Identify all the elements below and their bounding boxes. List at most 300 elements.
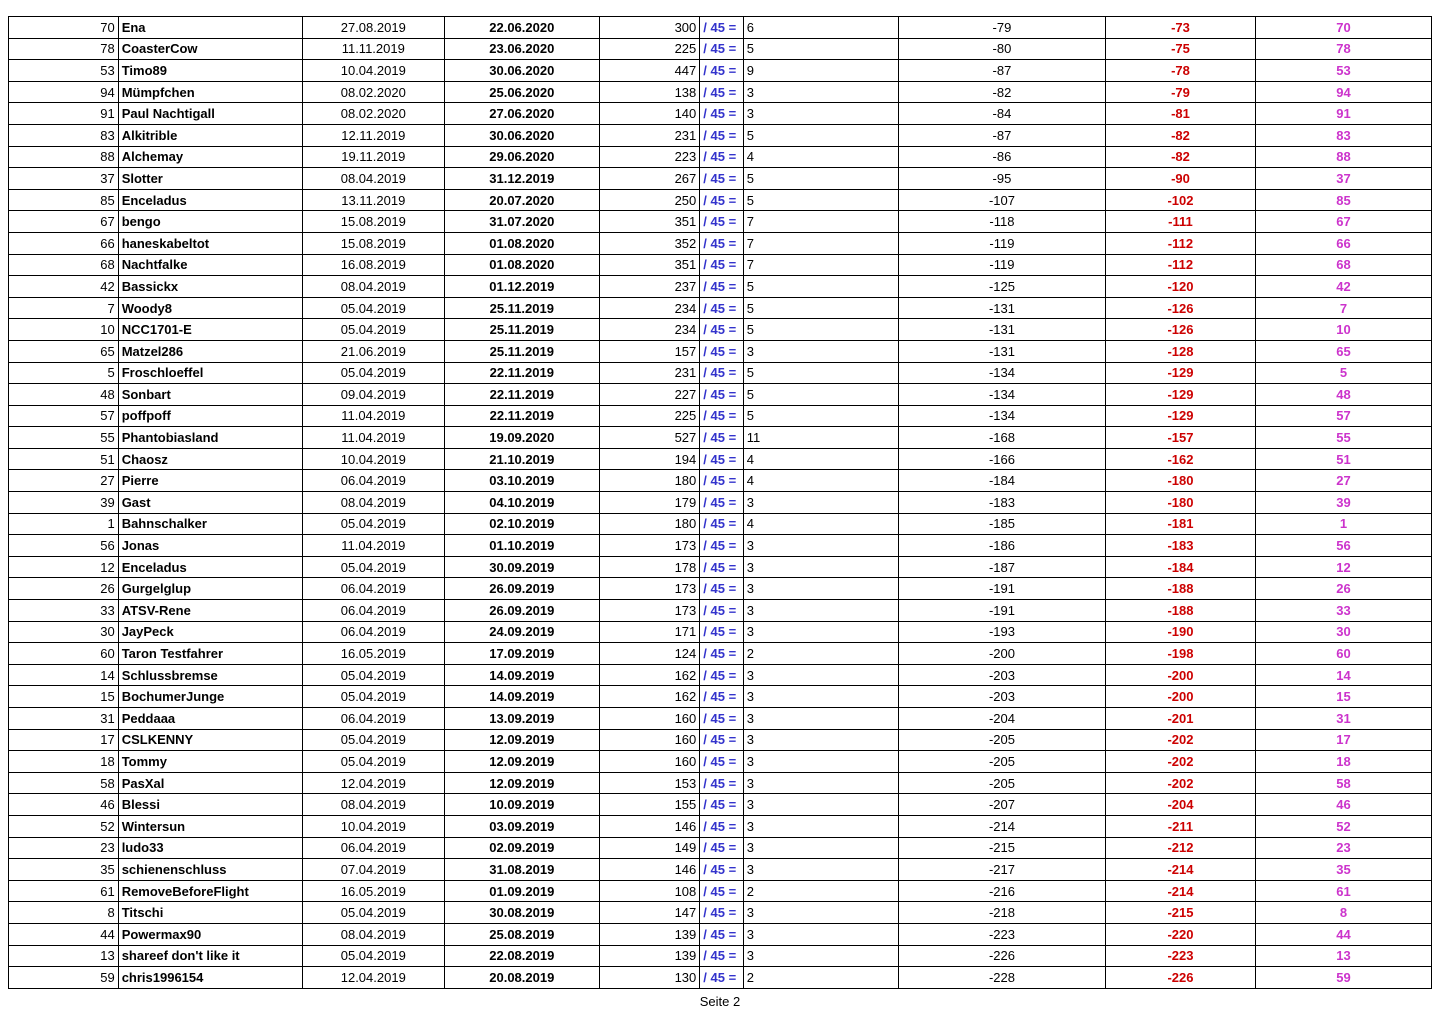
row-rank-repeat: 53 xyxy=(1255,60,1431,82)
row-name: Alchemay xyxy=(118,146,302,168)
row-points: 351 xyxy=(599,211,699,233)
row-start-date: 12.11.2019 xyxy=(302,124,444,146)
row-divisor: / 45 = xyxy=(700,405,743,427)
row-name: Enceladus xyxy=(118,189,302,211)
ranking-table-body xyxy=(9,17,1432,989)
row-start-date: 08.04.2019 xyxy=(302,923,444,945)
row-rank: 91 xyxy=(9,103,119,125)
row-value-two: -129 xyxy=(1105,362,1255,384)
row-result: 3 xyxy=(743,81,898,103)
row-points: 250 xyxy=(599,189,699,211)
row-rank: 13 xyxy=(9,945,119,967)
row-rank-repeat: 44 xyxy=(1255,923,1431,945)
row-rank-repeat: 58 xyxy=(1255,772,1431,794)
row-divisor: / 45 = xyxy=(700,643,743,665)
row-end-date: 25.08.2019 xyxy=(444,923,599,945)
row-end-date: 01.08.2020 xyxy=(444,254,599,276)
row-name: Wintersun xyxy=(118,815,302,837)
row-value-one: -134 xyxy=(898,362,1105,384)
row-rank-repeat: 37 xyxy=(1255,168,1431,190)
table-row xyxy=(9,17,1432,39)
row-value-two: -215 xyxy=(1105,902,1255,924)
row-rank: 30 xyxy=(9,621,119,643)
row-divisor: / 45 = xyxy=(700,232,743,254)
row-value-two: -78 xyxy=(1105,60,1255,82)
table-row xyxy=(9,837,1432,859)
row-value-one: -80 xyxy=(898,38,1105,60)
row-end-date: 14.09.2019 xyxy=(444,664,599,686)
row-result: 7 xyxy=(743,254,898,276)
table-row xyxy=(9,556,1432,578)
row-result: 3 xyxy=(743,621,898,643)
table-row xyxy=(9,297,1432,319)
row-rank-repeat: 60 xyxy=(1255,643,1431,665)
row-end-date: 27.06.2020 xyxy=(444,103,599,125)
table-row xyxy=(9,81,1432,103)
row-value-one: -215 xyxy=(898,837,1105,859)
row-value-one: -184 xyxy=(898,470,1105,492)
row-rank-repeat: 18 xyxy=(1255,751,1431,773)
row-points: 178 xyxy=(599,556,699,578)
row-start-date: 16.08.2019 xyxy=(302,254,444,276)
row-name: Ena xyxy=(118,17,302,39)
row-rank-repeat: 67 xyxy=(1255,211,1431,233)
row-start-date: 21.06.2019 xyxy=(302,340,444,362)
row-end-date: 13.09.2019 xyxy=(444,708,599,730)
row-end-date: 22.06.2020 xyxy=(444,17,599,39)
row-rank-repeat: 23 xyxy=(1255,837,1431,859)
row-end-date: 31.08.2019 xyxy=(444,859,599,881)
row-start-date: 16.05.2019 xyxy=(302,880,444,902)
table-row xyxy=(9,794,1432,816)
row-start-date: 06.04.2019 xyxy=(302,578,444,600)
row-value-one: -119 xyxy=(898,254,1105,276)
row-value-two: -201 xyxy=(1105,708,1255,730)
row-result: 3 xyxy=(743,815,898,837)
row-points: 160 xyxy=(599,708,699,730)
row-points: 234 xyxy=(599,297,699,319)
row-divisor: / 45 = xyxy=(700,902,743,924)
row-end-date: 25.11.2019 xyxy=(444,319,599,341)
row-result: 5 xyxy=(743,297,898,319)
row-divisor: / 45 = xyxy=(700,794,743,816)
row-rank-repeat: 15 xyxy=(1255,686,1431,708)
row-value-two: -81 xyxy=(1105,103,1255,125)
row-value-two: -180 xyxy=(1105,492,1255,514)
row-value-two: -73 xyxy=(1105,17,1255,39)
table-row xyxy=(9,146,1432,168)
row-start-date: 05.04.2019 xyxy=(302,729,444,751)
row-end-date: 30.06.2020 xyxy=(444,60,599,82)
row-value-two: -112 xyxy=(1105,254,1255,276)
row-start-date: 05.04.2019 xyxy=(302,686,444,708)
row-start-date: 10.04.2019 xyxy=(302,60,444,82)
ranking-table xyxy=(8,16,1432,989)
row-value-one: -203 xyxy=(898,686,1105,708)
row-rank: 14 xyxy=(9,664,119,686)
table-row xyxy=(9,211,1432,233)
row-divisor: / 45 = xyxy=(700,189,743,211)
row-value-two: -202 xyxy=(1105,772,1255,794)
row-points: 234 xyxy=(599,319,699,341)
row-result: 5 xyxy=(743,124,898,146)
row-name: Pierre xyxy=(118,470,302,492)
row-rank-repeat: 65 xyxy=(1255,340,1431,362)
table-row xyxy=(9,967,1432,989)
row-rank: 60 xyxy=(9,643,119,665)
row-end-date: 31.12.2019 xyxy=(444,168,599,190)
row-start-date: 06.04.2019 xyxy=(302,621,444,643)
table-row xyxy=(9,600,1432,622)
row-rank-repeat: 57 xyxy=(1255,405,1431,427)
row-result: 4 xyxy=(743,146,898,168)
row-value-two: -198 xyxy=(1105,643,1255,665)
row-result: 5 xyxy=(743,189,898,211)
row-value-one: -134 xyxy=(898,384,1105,406)
table-row xyxy=(9,38,1432,60)
row-value-two: -184 xyxy=(1105,556,1255,578)
row-value-two: -226 xyxy=(1105,967,1255,989)
row-name: bengo xyxy=(118,211,302,233)
table-row xyxy=(9,708,1432,730)
row-divisor: / 45 = xyxy=(700,276,743,298)
row-name: Paul Nachtigall xyxy=(118,103,302,125)
row-divisor: / 45 = xyxy=(700,319,743,341)
row-end-date: 19.09.2020 xyxy=(444,427,599,449)
row-rank: 46 xyxy=(9,794,119,816)
row-rank-repeat: 83 xyxy=(1255,124,1431,146)
row-rank: 53 xyxy=(9,60,119,82)
row-end-date: 04.10.2019 xyxy=(444,492,599,514)
row-name: Gast xyxy=(118,492,302,514)
row-rank-repeat: 61 xyxy=(1255,880,1431,902)
row-result: 2 xyxy=(743,880,898,902)
row-rank-repeat: 68 xyxy=(1255,254,1431,276)
row-rank: 83 xyxy=(9,124,119,146)
row-start-date: 08.04.2019 xyxy=(302,168,444,190)
row-value-one: -87 xyxy=(898,60,1105,82)
row-result: 4 xyxy=(743,470,898,492)
row-divisor: / 45 = xyxy=(700,578,743,600)
row-value-two: -180 xyxy=(1105,470,1255,492)
table-row xyxy=(9,751,1432,773)
row-value-one: -185 xyxy=(898,513,1105,535)
row-value-one: -166 xyxy=(898,448,1105,470)
row-result: 5 xyxy=(743,319,898,341)
row-rank: 94 xyxy=(9,81,119,103)
row-points: 157 xyxy=(599,340,699,362)
row-value-two: -188 xyxy=(1105,578,1255,600)
row-value-one: -216 xyxy=(898,880,1105,902)
row-points: 223 xyxy=(599,146,699,168)
row-divisor: / 45 = xyxy=(700,60,743,82)
row-name: poffpoff xyxy=(118,405,302,427)
document-page xyxy=(0,16,1440,1017)
row-rank: 17 xyxy=(9,729,119,751)
row-points: 180 xyxy=(599,513,699,535)
row-rank: 78 xyxy=(9,38,119,60)
row-name: Jonas xyxy=(118,535,302,557)
row-points: 180 xyxy=(599,470,699,492)
row-start-date: 06.04.2019 xyxy=(302,470,444,492)
row-value-two: -181 xyxy=(1105,513,1255,535)
row-divisor: / 45 = xyxy=(700,384,743,406)
row-divisor: / 45 = xyxy=(700,664,743,686)
row-value-one: -205 xyxy=(898,729,1105,751)
row-start-date: 11.04.2019 xyxy=(302,427,444,449)
row-rank-repeat: 70 xyxy=(1255,17,1431,39)
row-end-date: 10.09.2019 xyxy=(444,794,599,816)
row-result: 4 xyxy=(743,513,898,535)
row-rank: 67 xyxy=(9,211,119,233)
row-result: 4 xyxy=(743,448,898,470)
table-row xyxy=(9,859,1432,881)
table-row xyxy=(9,448,1432,470)
row-divisor: / 45 = xyxy=(700,967,743,989)
table-row xyxy=(9,340,1432,362)
row-start-date: 05.04.2019 xyxy=(302,362,444,384)
row-points: 227 xyxy=(599,384,699,406)
row-rank: 42 xyxy=(9,276,119,298)
row-rank: 27 xyxy=(9,470,119,492)
row-value-two: -188 xyxy=(1105,600,1255,622)
row-value-one: -119 xyxy=(898,232,1105,254)
row-value-one: -131 xyxy=(898,297,1105,319)
row-name: Powermax90 xyxy=(118,923,302,945)
row-start-date: 05.04.2019 xyxy=(302,319,444,341)
table-row xyxy=(9,60,1432,82)
row-value-two: -128 xyxy=(1105,340,1255,362)
table-row xyxy=(9,815,1432,837)
row-value-two: -112 xyxy=(1105,232,1255,254)
row-divisor: / 45 = xyxy=(700,81,743,103)
row-value-two: -82 xyxy=(1105,146,1255,168)
row-rank-repeat: 85 xyxy=(1255,189,1431,211)
row-points: 225 xyxy=(599,38,699,60)
row-value-two: -120 xyxy=(1105,276,1255,298)
row-value-two: -212 xyxy=(1105,837,1255,859)
row-name: Titschi xyxy=(118,902,302,924)
row-value-one: -226 xyxy=(898,945,1105,967)
row-rank: 61 xyxy=(9,880,119,902)
row-start-date: 11.04.2019 xyxy=(302,535,444,557)
row-end-date: 02.09.2019 xyxy=(444,837,599,859)
row-divisor: / 45 = xyxy=(700,729,743,751)
row-end-date: 01.10.2019 xyxy=(444,535,599,557)
row-rank: 70 xyxy=(9,17,119,39)
row-result: 5 xyxy=(743,384,898,406)
row-divisor: / 45 = xyxy=(700,124,743,146)
row-result: 3 xyxy=(743,859,898,881)
row-points: 155 xyxy=(599,794,699,816)
row-value-one: -191 xyxy=(898,578,1105,600)
row-rank-repeat: 78 xyxy=(1255,38,1431,60)
row-start-date: 27.08.2019 xyxy=(302,17,444,39)
row-end-date: 24.09.2019 xyxy=(444,621,599,643)
row-value-two: -204 xyxy=(1105,794,1255,816)
row-rank: 5 xyxy=(9,362,119,384)
row-start-date: 05.04.2019 xyxy=(302,513,444,535)
row-end-date: 02.10.2019 xyxy=(444,513,599,535)
row-rank: 1 xyxy=(9,513,119,535)
row-rank-repeat: 30 xyxy=(1255,621,1431,643)
row-divisor: / 45 = xyxy=(700,880,743,902)
row-value-two: -162 xyxy=(1105,448,1255,470)
row-divisor: / 45 = xyxy=(700,772,743,794)
row-rank: 10 xyxy=(9,319,119,341)
row-rank-repeat: 7 xyxy=(1255,297,1431,319)
row-points: 173 xyxy=(599,535,699,557)
row-end-date: 25.11.2019 xyxy=(444,297,599,319)
row-points: 237 xyxy=(599,276,699,298)
row-rank: 33 xyxy=(9,600,119,622)
row-value-one: -187 xyxy=(898,556,1105,578)
table-row xyxy=(9,232,1432,254)
row-name: NCC1701-E xyxy=(118,319,302,341)
row-result: 3 xyxy=(743,492,898,514)
row-name: CoasterCow xyxy=(118,38,302,60)
row-rank: 37 xyxy=(9,168,119,190)
row-value-one: -193 xyxy=(898,621,1105,643)
row-name: shareef don't like it xyxy=(118,945,302,967)
row-result: 3 xyxy=(743,729,898,751)
row-value-one: -218 xyxy=(898,902,1105,924)
row-name: Timo89 xyxy=(118,60,302,82)
row-rank: 57 xyxy=(9,405,119,427)
row-value-one: -86 xyxy=(898,146,1105,168)
row-divisor: / 45 = xyxy=(700,146,743,168)
row-end-date: 29.06.2020 xyxy=(444,146,599,168)
row-rank: 44 xyxy=(9,923,119,945)
row-result: 3 xyxy=(743,664,898,686)
row-end-date: 30.06.2020 xyxy=(444,124,599,146)
row-rank-repeat: 8 xyxy=(1255,902,1431,924)
row-rank-repeat: 12 xyxy=(1255,556,1431,578)
row-rank-repeat: 17 xyxy=(1255,729,1431,751)
row-value-one: -82 xyxy=(898,81,1105,103)
table-row xyxy=(9,103,1432,125)
row-result: 2 xyxy=(743,967,898,989)
row-end-date: 03.09.2019 xyxy=(444,815,599,837)
row-value-one: -84 xyxy=(898,103,1105,125)
row-end-date: 12.09.2019 xyxy=(444,772,599,794)
row-result: 3 xyxy=(743,103,898,125)
row-name: Enceladus xyxy=(118,556,302,578)
row-result: 3 xyxy=(743,837,898,859)
row-name: Woody8 xyxy=(118,297,302,319)
row-points: 447 xyxy=(599,60,699,82)
row-start-date: 08.02.2020 xyxy=(302,81,444,103)
row-start-date: 16.05.2019 xyxy=(302,643,444,665)
row-value-one: -87 xyxy=(898,124,1105,146)
row-divisor: / 45 = xyxy=(700,686,743,708)
row-points: 225 xyxy=(599,405,699,427)
row-rank-repeat: 13 xyxy=(1255,945,1431,967)
row-divisor: / 45 = xyxy=(700,815,743,837)
row-name: ATSV-Rene xyxy=(118,600,302,622)
row-end-date: 23.06.2020 xyxy=(444,38,599,60)
row-value-one: -191 xyxy=(898,600,1105,622)
row-value-one: -223 xyxy=(898,923,1105,945)
row-result: 3 xyxy=(743,578,898,600)
row-result: 5 xyxy=(743,362,898,384)
row-start-date: 13.11.2019 xyxy=(302,189,444,211)
row-end-date: 12.09.2019 xyxy=(444,729,599,751)
row-points: 138 xyxy=(599,81,699,103)
row-divisor: / 45 = xyxy=(700,600,743,622)
row-result: 9 xyxy=(743,60,898,82)
row-name: Gurgelglup xyxy=(118,578,302,600)
row-end-date: 17.09.2019 xyxy=(444,643,599,665)
table-row xyxy=(9,643,1432,665)
row-value-two: -126 xyxy=(1105,319,1255,341)
row-points: 146 xyxy=(599,859,699,881)
row-rank: 12 xyxy=(9,556,119,578)
row-rank: 39 xyxy=(9,492,119,514)
row-value-one: -125 xyxy=(898,276,1105,298)
row-rank: 31 xyxy=(9,708,119,730)
row-value-two: -202 xyxy=(1105,751,1255,773)
row-start-date: 05.04.2019 xyxy=(302,664,444,686)
row-end-date: 31.07.2020 xyxy=(444,211,599,233)
row-name: chris1996154 xyxy=(118,967,302,989)
row-rank-repeat: 94 xyxy=(1255,81,1431,103)
row-value-one: -118 xyxy=(898,211,1105,233)
row-points: 231 xyxy=(599,362,699,384)
row-divisor: / 45 = xyxy=(700,556,743,578)
row-name: Schlussbremse xyxy=(118,664,302,686)
row-value-two: -126 xyxy=(1105,297,1255,319)
table-row xyxy=(9,729,1432,751)
table-row xyxy=(9,902,1432,924)
row-start-date: 05.04.2019 xyxy=(302,945,444,967)
row-end-date: 30.08.2019 xyxy=(444,902,599,924)
row-end-date: 26.09.2019 xyxy=(444,578,599,600)
row-value-two: -75 xyxy=(1105,38,1255,60)
row-points: 231 xyxy=(599,124,699,146)
page-footer: Seite 2 xyxy=(699,994,741,1009)
row-end-date: 22.11.2019 xyxy=(444,384,599,406)
row-start-date: 08.02.2020 xyxy=(302,103,444,125)
row-value-one: -214 xyxy=(898,815,1105,837)
row-rank-repeat: 91 xyxy=(1255,103,1431,125)
row-points: 130 xyxy=(599,967,699,989)
row-points: 149 xyxy=(599,837,699,859)
row-rank: 66 xyxy=(9,232,119,254)
row-name: Matzel286 xyxy=(118,340,302,362)
row-points: 146 xyxy=(599,815,699,837)
row-name: Bassickx xyxy=(118,276,302,298)
row-name: ludo33 xyxy=(118,837,302,859)
table-row xyxy=(9,578,1432,600)
row-rank: 7 xyxy=(9,297,119,319)
table-row xyxy=(9,621,1432,643)
row-rank: 68 xyxy=(9,254,119,276)
row-end-date: 01.08.2020 xyxy=(444,232,599,254)
row-points: 124 xyxy=(599,643,699,665)
row-result: 3 xyxy=(743,794,898,816)
row-start-date: 08.04.2019 xyxy=(302,492,444,514)
row-rank-repeat: 52 xyxy=(1255,815,1431,837)
row-points: 139 xyxy=(599,923,699,945)
row-value-one: -207 xyxy=(898,794,1105,816)
table-row xyxy=(9,772,1432,794)
row-rank-repeat: 1 xyxy=(1255,513,1431,535)
row-start-date: 12.04.2019 xyxy=(302,772,444,794)
row-divisor: / 45 = xyxy=(700,211,743,233)
row-value-one: -95 xyxy=(898,168,1105,190)
row-name: CSLKENNY xyxy=(118,729,302,751)
